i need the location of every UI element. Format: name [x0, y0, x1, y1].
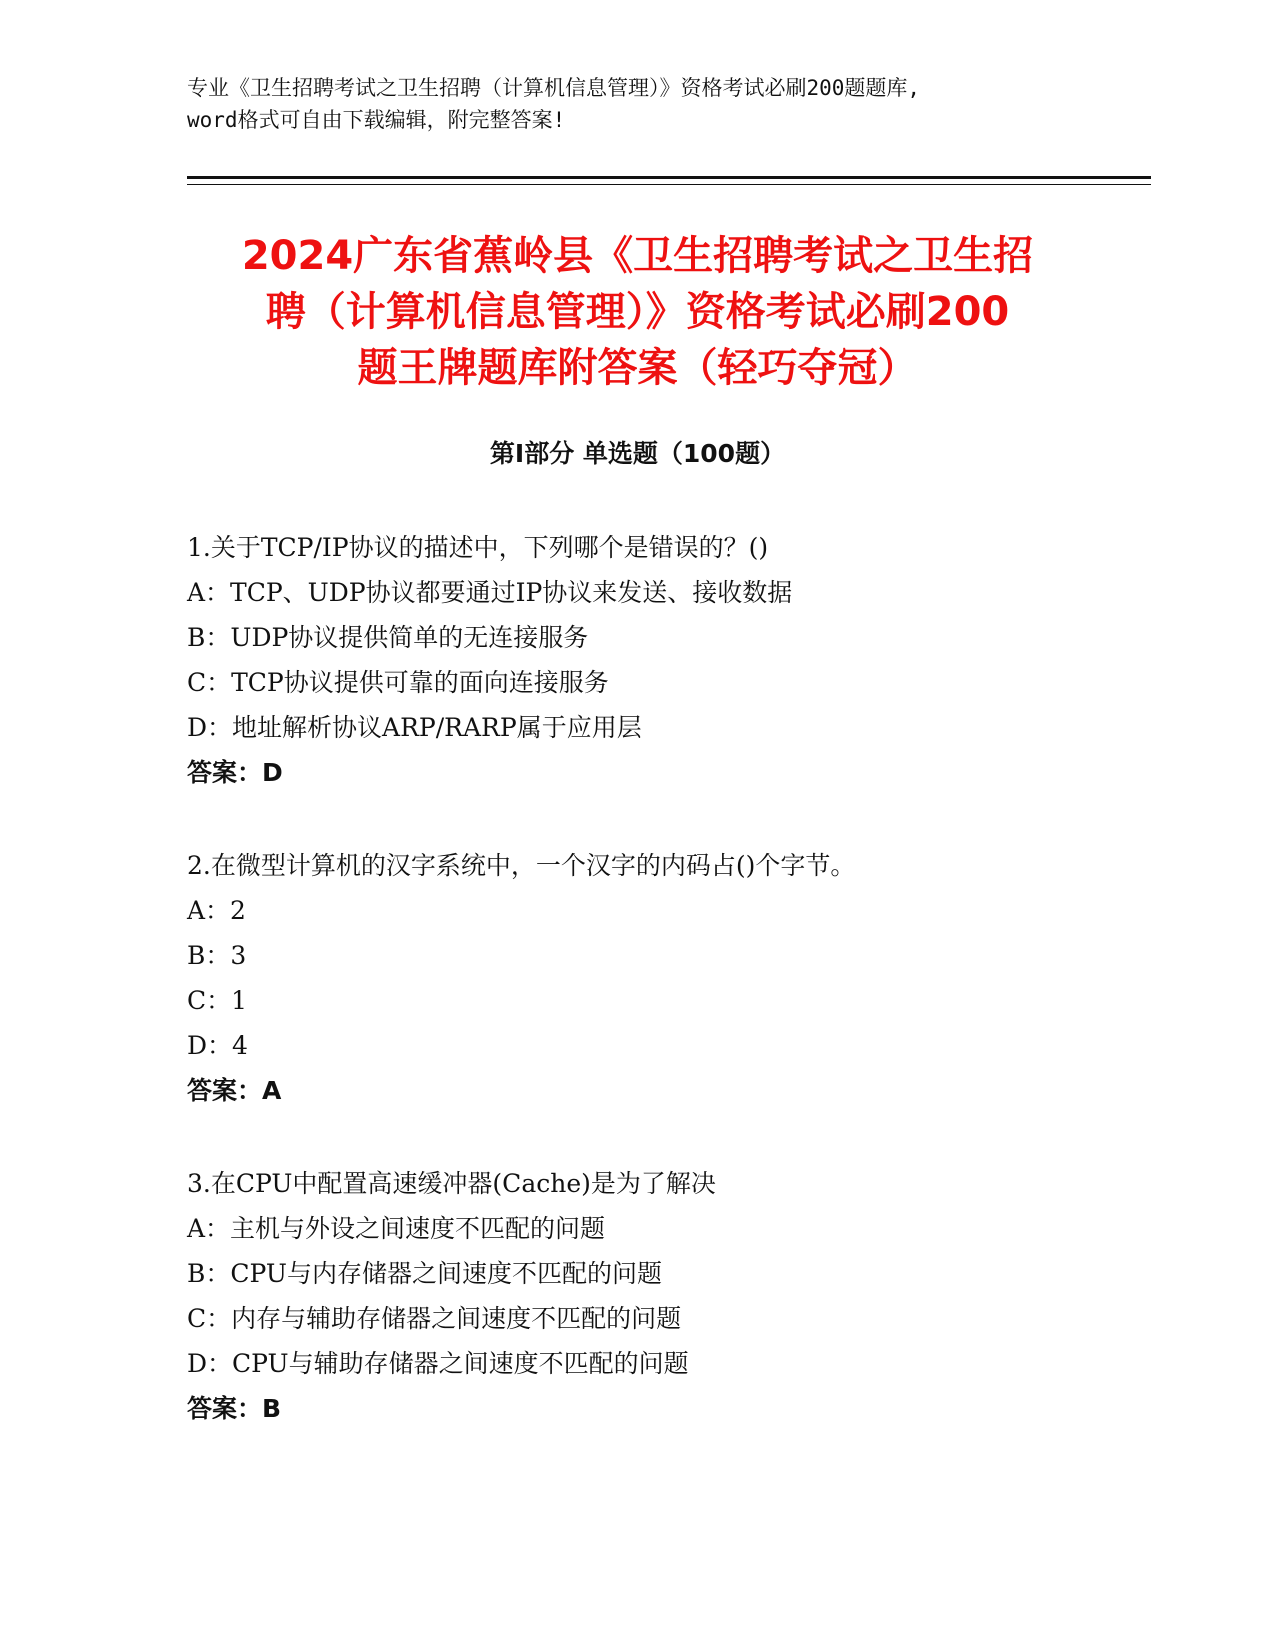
answer-line: 答案：D	[187, 758, 283, 787]
question-stem: 3.在CPU中配置高速缓冲器(Cache)是为了解决	[187, 1169, 716, 1198]
question-item	[187, 525, 1107, 795]
document-title-line-2: 聘（计算机信息管理）》资格考试必刷200	[265, 289, 1010, 335]
header-note	[187, 72, 1087, 136]
header-note-line-2: word格式可自由下载编辑，附完整答案!	[187, 108, 566, 132]
option-c: C：1	[187, 986, 248, 1015]
question-stem: 1.关于TCP/IP协议的描述中，下列哪个是错误的？()	[187, 533, 769, 562]
option-a: A：2	[187, 896, 246, 925]
question-item	[187, 1161, 1107, 1431]
option-a: A：TCP、UDP协议都要通过IP协议来发送、接收数据	[187, 578, 793, 607]
document-title-line-1: 2024广东省蕉岭县《卫生招聘考试之卫生招	[241, 233, 1034, 279]
header-rule-thick	[187, 176, 1151, 179]
document-title-line-3: 题王牌题库附答案（轻巧夺冠）	[357, 345, 918, 391]
option-d: D：地址解析协议ARP/RARP属于应用层	[187, 713, 642, 742]
answer-line: 答案：B	[187, 1394, 282, 1423]
option-b: B：3	[187, 941, 247, 970]
option-c: C：内存与辅助存储器之间速度不匹配的问题	[187, 1304, 682, 1333]
section-heading: 第I部分 单选题（100题）	[489, 439, 786, 468]
header-rule-thin	[187, 184, 1151, 185]
option-d: D：CPU与辅助存储器之间速度不匹配的问题	[187, 1349, 689, 1378]
document-title	[160, 228, 1115, 396]
answer-line: 答案：A	[187, 1076, 282, 1105]
option-b: B：CPU与内存储器之间速度不匹配的问题	[187, 1259, 662, 1288]
option-d: D：4	[187, 1031, 248, 1060]
option-b: B：UDP协议提供简单的无连接服务	[187, 623, 589, 652]
question-stem: 2.在微型计算机的汉字系统中，一个汉字的内码占()个字节。	[187, 851, 856, 880]
question-item	[187, 843, 1107, 1113]
option-a: A：主机与外设之间速度不匹配的问题	[187, 1214, 606, 1243]
option-c: C：TCP协议提供可靠的面向连接服务	[187, 668, 609, 697]
header-note-line-1: 专业《卫生招聘考试之卫生招聘（计算机信息管理）》资格考试必刷200题题库,	[187, 76, 921, 100]
